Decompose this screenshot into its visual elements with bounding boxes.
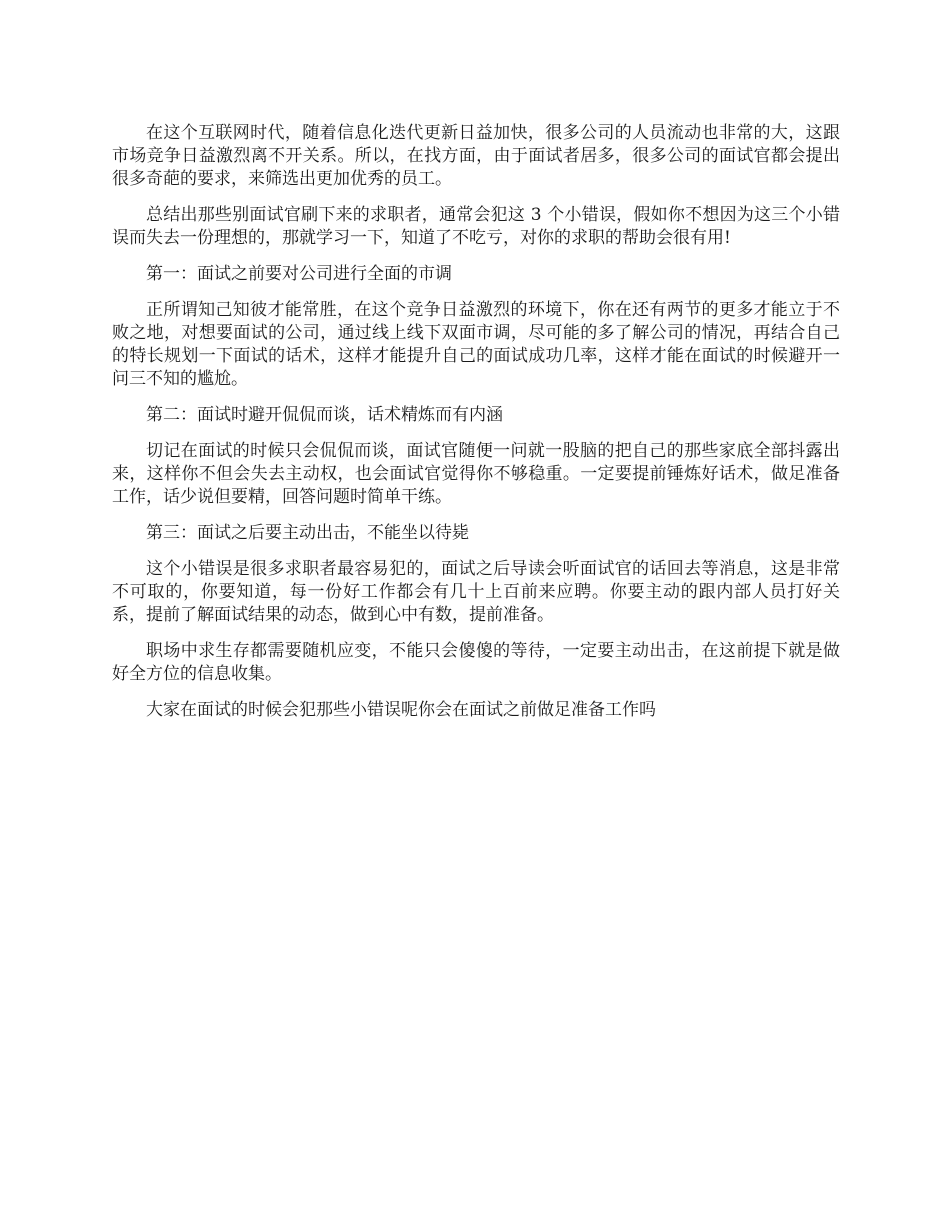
paragraph-conclusion: 职场中求生存都需要随机应变，不能只会傻傻的等待，一定要主动出击，在这前提下就是做好全方位的信息收集。 (112, 641, 840, 684)
paragraph-closing-question: 大家在面试的时候会犯那些小错误呢你会在面试之前做足准备工作吗 (146, 700, 656, 720)
paragraph-second-body: 切记在面试的时候只会侃侃而谈，面试官随便一问就一股脑的把自己的那些家底全部抖露出来，这样你不但会失去主动权，也会面试官觉得你不够稳重。一定要提前锤炼好话术，做足准备工作，话少说但要精，回答问题时简单干练。 (112, 441, 840, 507)
paragraph-intro: 在这个互联网时代，随着信息化迭代更新日益加快，很多公司的人员流动也非常的大，这跟市场竞争日益激烈离不开关系。所以，在找方面，由于面试者居多，很多公司的面试官都会提出很多奇葩的要求，来筛选出更加优秀的员工。 (112, 123, 840, 189)
paragraph-summary: 总结出那些别面试官刷下来的求职者，通常会犯这 3 个小错误，假如你不想因为这三个小错误而失去一份理想的，那就学习一下，知道了不吃亏，对你的求职的帮助会很有用! (112, 205, 840, 248)
paragraph-first-body: 正所谓知己知彼才能常胜，在这个竞争日益激烈的环境下，你在还有两节的更多才能立于不败之地，对想要面试的公司，通过线上线下双面市调，尽可能的多了解公司的情况，再结合自己的特长规划一下面试的话术，这样才能提升自己的面试成功几率，这样才能在面试的时候避开一问三不知的尴尬。 (112, 300, 840, 389)
document-body (112, 122, 840, 735)
section-heading-second: 第二：面试时避开侃侃而谈，话术精炼而有内涵 (146, 405, 503, 425)
section-heading-first: 第一：面试之前要对公司进行全面的市调 (146, 264, 452, 284)
paragraph-third-body: 这个小错误是很多求职者最容易犯的，面试之后导读会听面试官的话回去等消息，这是非常不可取的，你要知道，每一份好工作都会有几十上百前来应聘。你要主动的跟内部人员打好关系，提前了解面试结果的动态，做到心中有数，提前准备。 (112, 559, 840, 625)
section-heading-third: 第三：面试之后要主动出击，不能坐以待毙 (146, 523, 469, 543)
